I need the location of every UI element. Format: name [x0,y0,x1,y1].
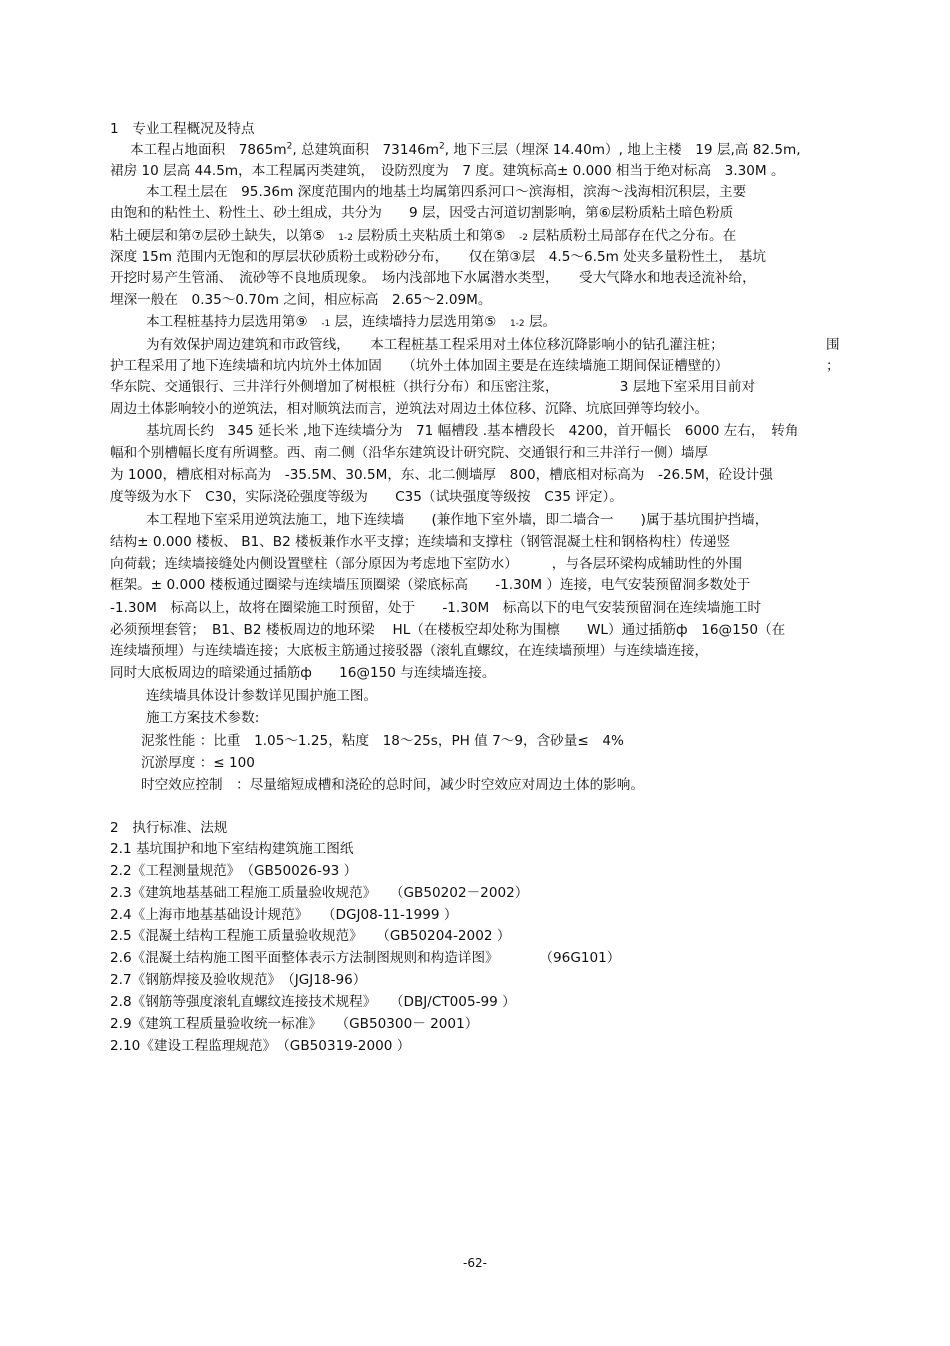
paragraph-7: 连续墙具体设计参数详见围护施工图。 [146,688,378,704]
paragraph-4-line-4: 周边土体影响较小的逆筑法，相对顺筑法而言，逆筑法对周边土体位移、沉降、坑底回弹等均较小。 [110,401,709,417]
paragraph-1-line-1: 本工程占地面积 $7865m^2$, 总建筑面积 $73146m^2$, 地下三层（埋深 14.40m）, 地上主楼 19 层,高 82.5m, [130,141,801,158]
standard-item: 2.2《工程测量规范》 （GB50026-93 ） [110,863,358,879]
page-number: -62- [463,1256,487,1270]
paragraph-4-line-3: 华东院、交通银行、三井洋行外侧增加了树根桩（拱行分布）和压密注浆， 3 层地下室采用目前对 [110,379,756,395]
paragraph-5-line-3: 为 1000，槽底相对标高为 -35.5M、30.5M，东、北二侧墙厚 800，槽底相对标高为 -26.5M，砼设计强 [110,467,773,483]
paragraph-2-line-2: 由饱和的粘性土、粉性土、砂土组成，共分为 9 层，因受古河道切割影响，第⑥层粉质粘土暗色粉质 [110,205,734,221]
paragraph-5-line-2: 幅和个别槽幅长度有所调整。西、南二侧（沿华东建筑设计研究院、交通银行和三井洋行一侧）墙厚 [110,445,709,461]
standard-item: 2.1 基坑围护和地下室结构建筑施工图纸 [110,841,354,857]
param-time-space: 时空效应控制 ：尽量缩短成槽和浇砼的总时间，减少时空效应对周边土体的影响。 [141,777,644,793]
paragraph-8: 施工方案技术参数: [146,710,260,726]
section-2-heading: 2 执行标准、法规 [110,820,228,836]
paragraph-6-line-2: 结构± 0.000 楼板、 B1、B2 楼板兼作水平支撑；连续墙和支撑柱（钢管混凝土柱和钢格构柱）传递竖 [110,534,731,550]
param-sediment: 沉淤厚度 ：≤ 100 [141,755,255,771]
paragraph-4-line-1: 为有效保护周边建筑和市政管线， 本工程桩基工程采用对土体位移沉降影响小的钻孔灌注桩； [146,337,724,353]
paragraph-6-line-4: 框架。± 0.000 楼板通过圈梁与连续墙压顶圈梁（梁底标高 -1.30M ）连接，电气安装预留洞多数处于 [110,577,751,593]
standard-item: 2.7《钢筋焊接及验收规范》 （JGJ18-96） [110,972,367,988]
paragraph-6-line-6: 必须预埋套管； B1、B2 楼板周边的地环梁 HL（在楼板空却处称为围檩 WL）通过插筋ф 16@150（在 [110,622,786,638]
paragraph-3: 本工程桩基持力层选用第⑨ -1 层，连续墙持力层选用第⑤ 1-2 层。 [146,314,557,330]
section-1-heading: 1 专业工程概况及特点 [110,121,255,137]
standard-item: 2.9《建筑工程质量验收统一标准》 （GB50300－ 2001） [110,1016,479,1032]
paragraph-6-line-7: 连续墙预埋）与连续墙连接；大底板主筋通过接驳器（滚轧直螺纹，在连续墙预埋）与连续墙连接， [110,643,709,659]
standard-item: 2.5《混凝土结构工程施工质量验收规范》 （GB50204-2002 ） [110,928,511,944]
paragraph-1-line-2: 裙房 10 层高 44.5m，本工程属丙类建筑， 设防烈度为 7 度。建筑标高± 0.000 相当于绝对标高 3.30M 。 [110,163,785,179]
paragraph-2-line-4: 深度 15m 范围内无饱和的厚层状砂质粉土或粉砂分布， 仅在第③层 4.5～6.5m 处夹多量粉性土， 基坑 [110,249,766,265]
paragraph-4-line-2: 护工程采用了地下连续墙和坑内坑外土体加固 （坑外土体加固主要是在连续墙施工期间保证槽壁的） [110,358,729,374]
paragraph-6-line-8: 同时大底板周边的暗梁通过插筋ф 16@150 与连续墙连接。 [110,665,496,681]
paragraph-4-line-2-end: ； [826,358,840,374]
paragraph-2-line-6: 埋深一般在 0.35～0.70m 之间，相应标高 2.65～2.09M。 [110,292,492,308]
standard-item: 2.6《混凝土结构施工图平面整体表示方法制图规则和构造详图》 （96G101） [110,950,621,966]
standard-item: 2.8《钢筋等强度滚轧直螺纹连接技术规程》 （DBJ/CT005-99 ） [110,994,516,1010]
paragraph-4-line-1-end: 围 [826,337,840,353]
paragraph-5-line-1: 基坑周长约 345 延长米 ,地下连续墙分为 71 幅槽段 .基本槽段长 4200，首开幅长 6000 左右， 转角 [146,423,799,439]
paragraph-2-line-3: 粘土硬层和第⑦层砂土缺失，以第⑤ 1-2 层粉质土夹粘质土和第⑤ -2 层粘质粉土局部存在代之分布。在 [110,228,737,244]
param-mud: 泥浆性能 ：比重 1.05～1.25，粘度 18～25s，PH 值 7～9，含砂量≤ 4% [141,733,624,749]
paragraph-6-line-3: 向荷载；连续墙接缝处内侧设置壁柱（部分原因为考虑地下室防水） ，与各层环梁构成辅助性的外围 [110,556,743,572]
paragraph-2-line-5: 开挖时易产生管涌、 流砂等不良地质现象。 场内浅部地下水属潜水类型， 受大气降水和地表迳流补给， [110,270,756,286]
paragraph-6-line-1: 本工程地下室采用逆筑法施工，地下连续墙 (兼作地下室外墙，即二墙合一 )属于基坑围护挡墙， [146,512,769,528]
standard-item: 2.3《建筑地基基础工程施工质量验收规范》 （GB50202－2002） [110,885,529,901]
paragraph-6-line-5: -1.30M 标高以上，故将在圈梁施工时预留，处于 -1.30M 标高以下的电气安装预留洞在连续墙施工时 [110,600,762,616]
standard-item: 2.4《上海市地基基础设计规范》 （DGJ08-11-1999 ） [110,907,458,923]
paragraph-2-line-1: 本工程土层在 95.36m 深度范围内的地基土均属第四系河口～滨海相，滨海～浅海相沉积层，主要 [146,184,747,200]
standard-item: 2.10《建设工程监理规范》 （GB50319-2000 ） [110,1038,411,1054]
paragraph-5-line-4: 度等级为水下 C30，实际浇砼强度等级为 C35（试块强度等级按 C35 评定）。 [110,489,623,505]
